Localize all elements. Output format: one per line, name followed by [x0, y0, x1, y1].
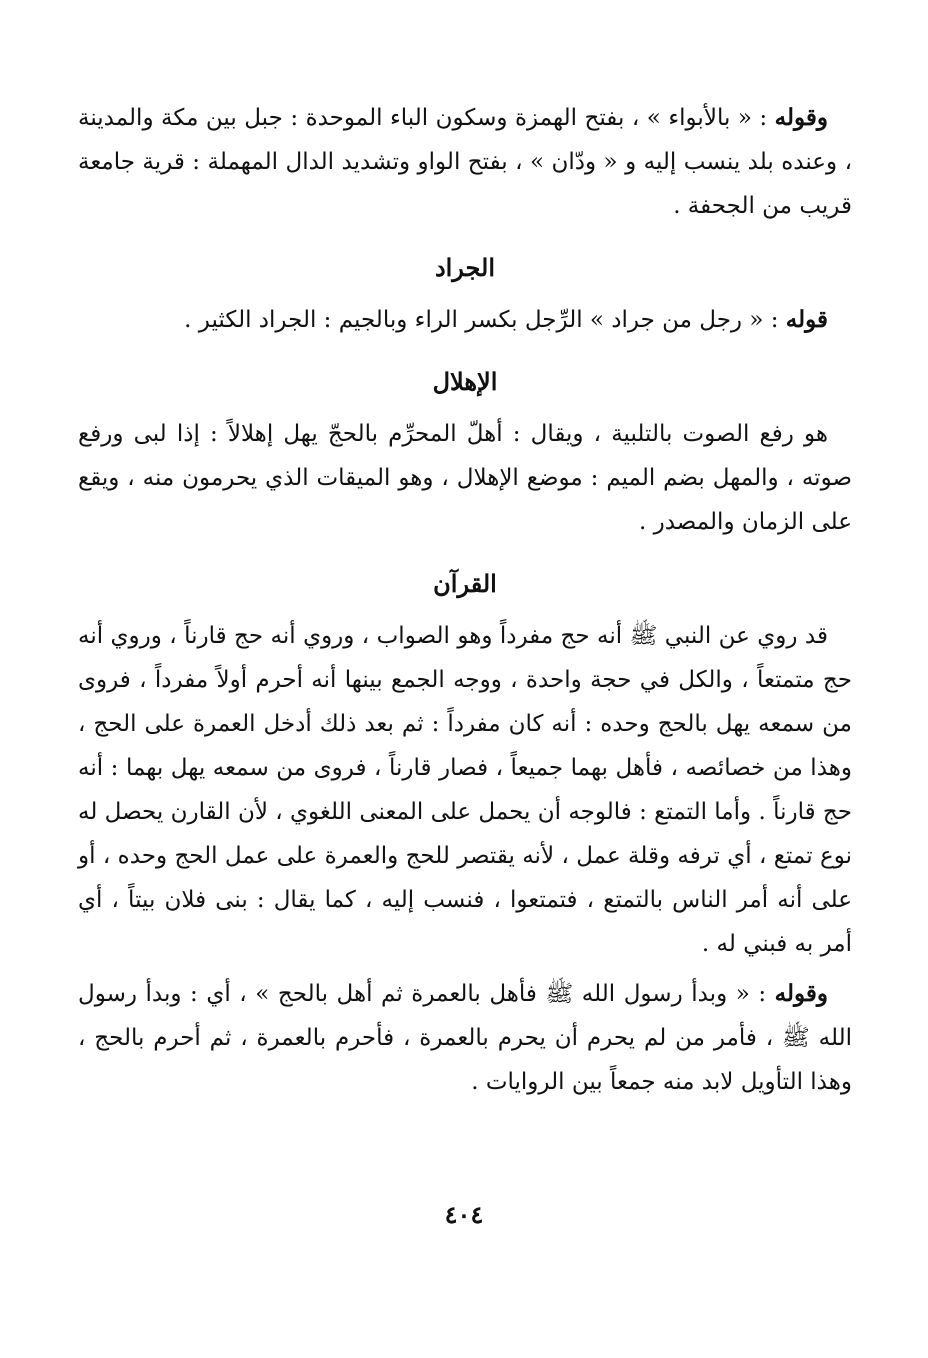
page-body	[78, 96, 852, 1104]
heading-qiran: القرآن	[433, 569, 497, 598]
paragraph-text: : « وبدأ رسول الله ﷺ فأهل بالعمرة ثم أهل بالحج » ، أي : وبدأ رسول الله ﷺ ، فأمر من لم يحرم أن يحرم بالعمرة ، فأحرم بالعمرة ، ثم أحرم بالحج ، وهذا التأويل لابد منه جمعاً بين الروايات .	[78, 981, 852, 1095]
paragraph-bada	[78, 972, 852, 1104]
paragraph-jarad	[78, 298, 852, 342]
keyword-label: وقوله	[774, 104, 828, 131]
paragraph-ihlal: هو رفع الصوت بالتلبية ، ويقال : أهلّ المحرِّم بالحجّ يهل إهلالاً : إذا لبى ورفع صوته ، والمهل بضم الميم : موضع الإهلال ، وهو الميقات الذي يحرمون منه ، ويقع على الزمان والمصدر .	[78, 421, 852, 535]
page-number: ٤٠٤	[444, 1200, 484, 1229]
heading-jarad: الجراد	[434, 253, 496, 282]
paragraph-text: : « رجل من جراد » الرِّجل بكسر الراء وبالجيم : الجراد الكثير .	[184, 307, 786, 333]
paragraph-abwa	[78, 96, 852, 228]
heading-ihlal: الإهلال	[432, 367, 498, 396]
keyword-label: وقوله	[774, 980, 828, 1007]
paragraph-qiran: قد روي عن النبي ﷺ أنه حج مفرداً وهو الصواب ، وروي أنه حج قارناً ، وروي أنه حج متمتعاً ، والكل في حجة واحدة ، ووجه الجمع بينها أنه أحرم أولاً مفرداً ، فروى من سمعه يهل بالحج وحده : أنه كان مفرداً : ثم بعد ذلك أدخل العمرة على الحج ، وهذا من خصائصه ، فأهل بهما جميعاً ، فصار قارناً ، فروى من سمعه يهل بهما : أنه حج قارناً . وأما التمتع : فالوجه أن يحمل على المعنى اللغوي ، لأن القارن يحصل له نوع تمتع ، أي ترفه وقلة عمل ، لأنه يقتصر للحج والعمرة على عمل الحج وحده ، أو على أنه أمر الناس بالتمتع ، فتمتعوا ، فنسب إليه ، كما يقال : بنى فلان بيتاً ، أي أمر به فبني له .	[78, 623, 853, 957]
keyword-label: قوله	[785, 306, 828, 333]
paragraph-text: : « بالأبواء » ، بفتح الهمزة وسكون الباء الموحدة : جبل بين مكة والمدينة ، وعنده بلد ينسب إليه و « ودّان » ، بفتح الواو وتشديد الدال المهملة : قرية جامعة قريب من الجحفة .	[78, 105, 852, 219]
